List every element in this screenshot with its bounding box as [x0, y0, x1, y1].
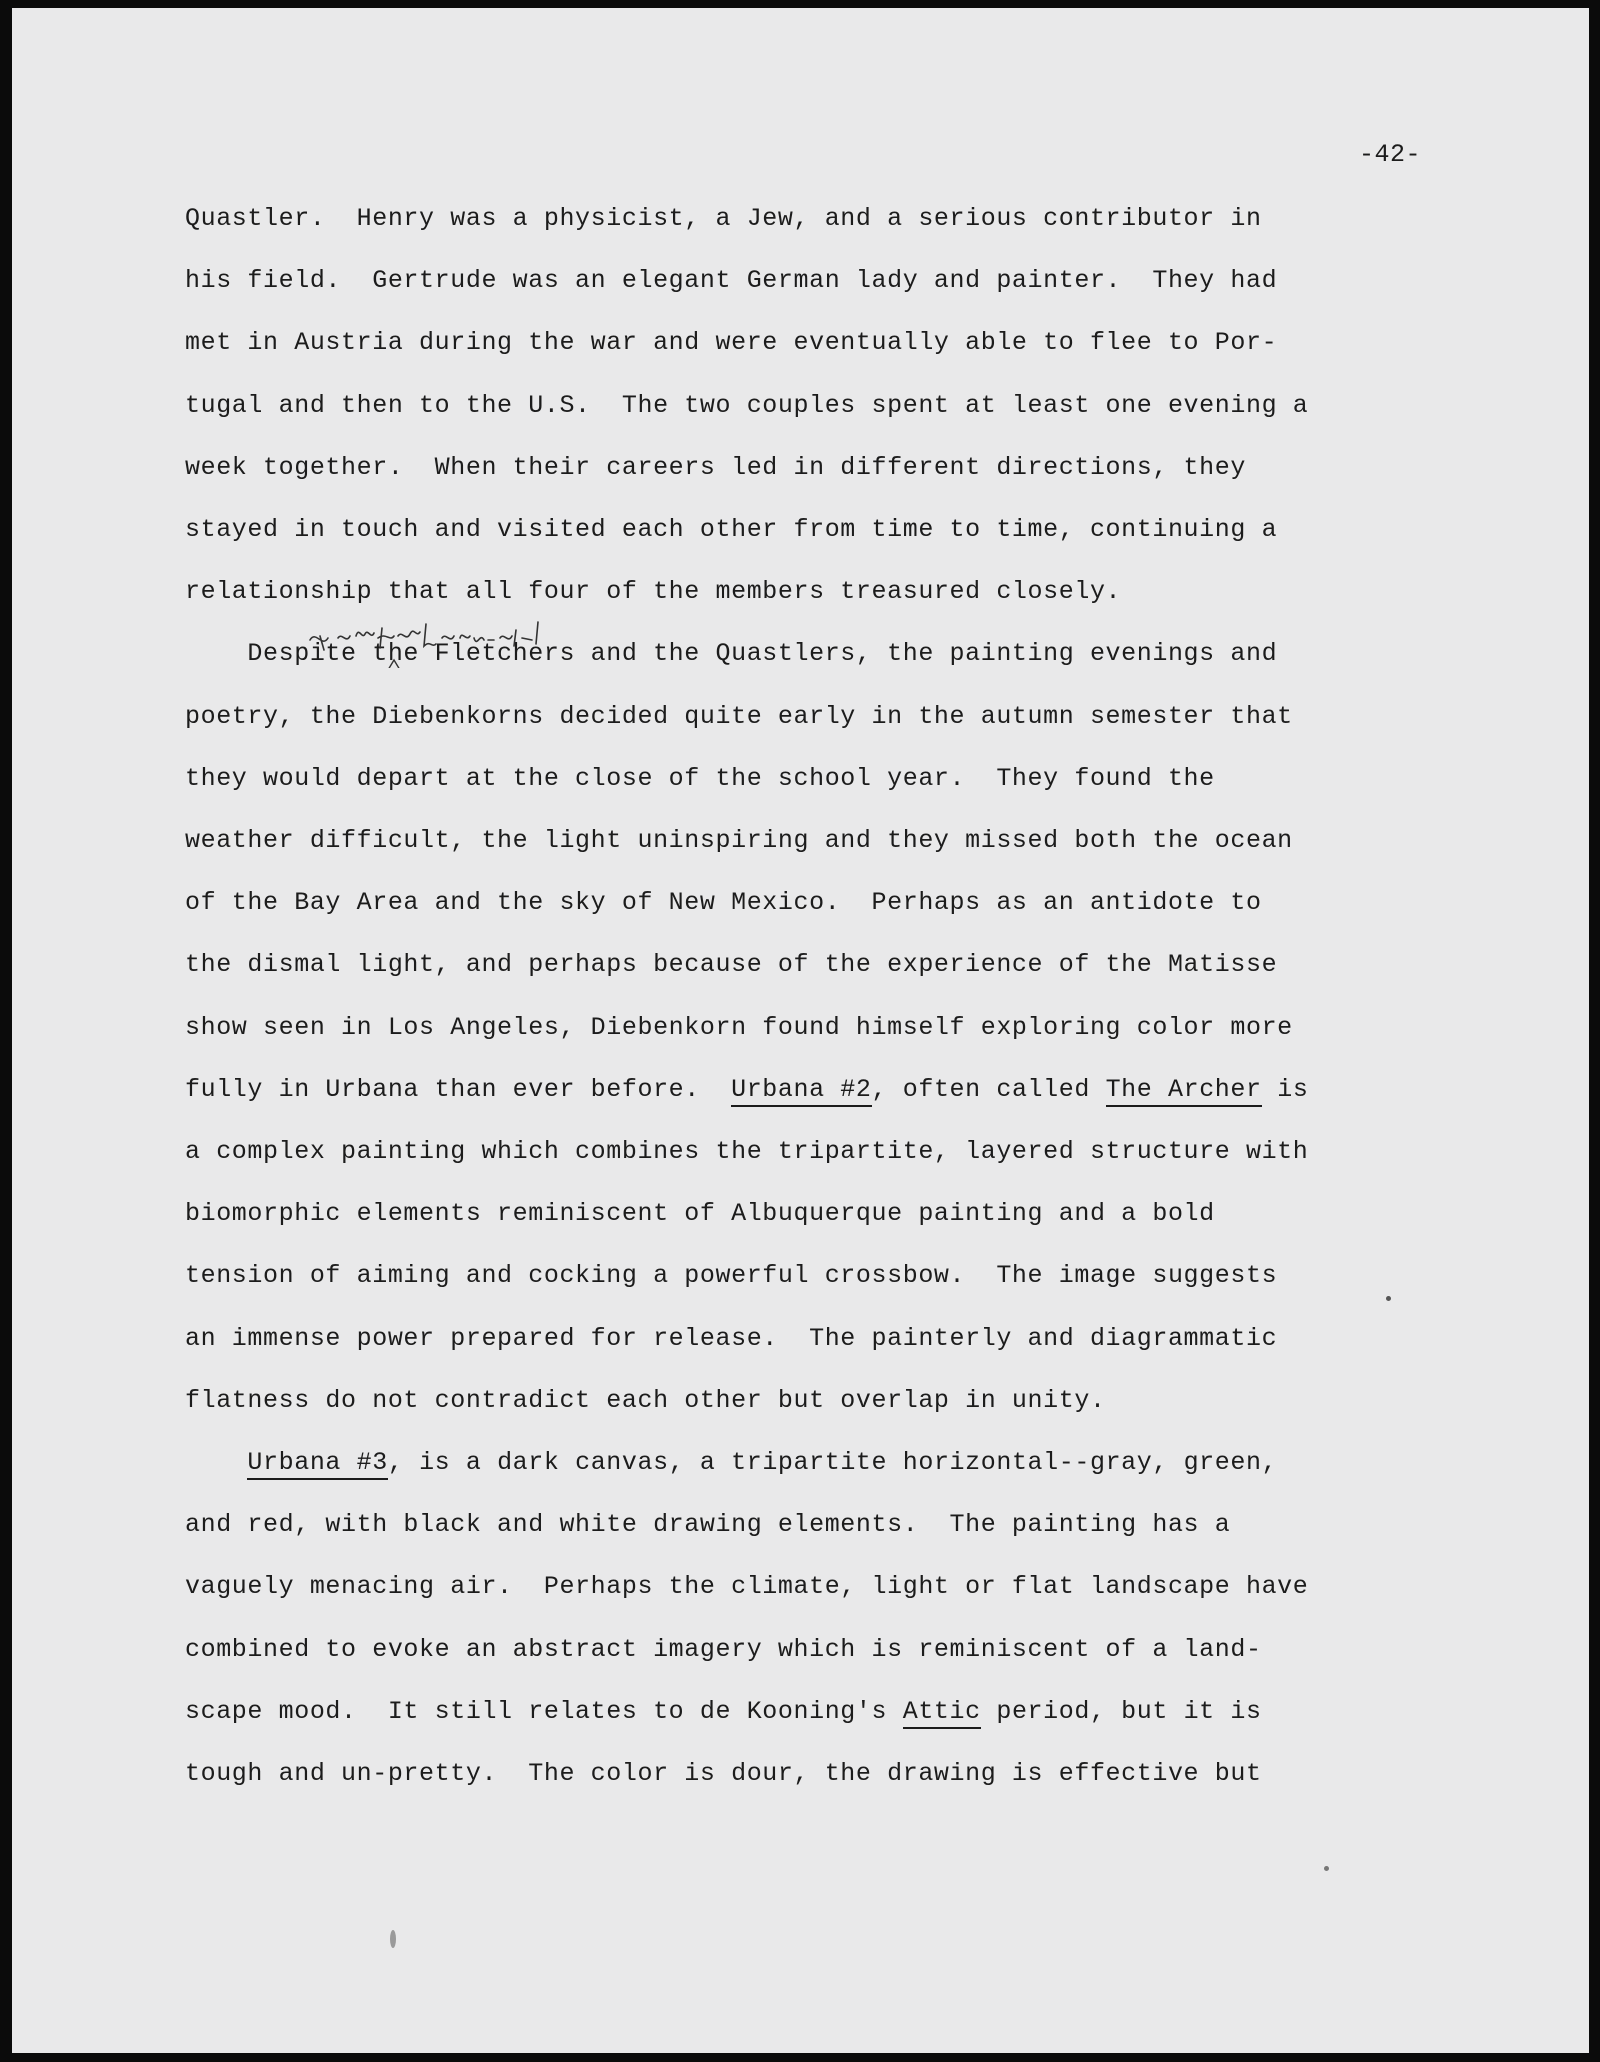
text-run: period, but it is: [980, 1696, 1262, 1726]
text-run: , often called: [871, 1074, 1106, 1104]
text-line: [185, 1386, 1106, 1416]
text-line: [185, 702, 1293, 732]
text-run: Quastler. Henry was a physicist, a Jew, and a serious contributor in: [185, 204, 1262, 233]
text-line: [185, 1199, 1215, 1229]
text-run: of the Bay Area and the sky of New Mexico. Perhaps as an antidote to: [185, 888, 1262, 918]
underlined-title: Attic: [903, 1697, 981, 1729]
text-run: weather difficult, the light uninspiring and they missed both the ocean: [185, 826, 1293, 855]
text-run: fully in Urbana than ever before.: [185, 1074, 732, 1104]
text-run: his field. Gertrude was an elegant German lady and painter. They had: [185, 266, 1278, 296]
underlined-title: The Archer: [1106, 1075, 1262, 1107]
text-run: the dismal light, and perhaps because of the experience of the Matisse: [185, 950, 1278, 980]
handwritten-annotation: [302, 608, 662, 668]
text-run: combined to evoke an abstract imagery which is reminiscent of a land-: [185, 1634, 1262, 1664]
text-line: [185, 453, 1246, 483]
text-line: [185, 1013, 1293, 1043]
text-run: , is a dark canvas, a tripartite horizontal--gray, green,: [387, 1448, 1278, 1477]
text-line: [185, 266, 1277, 296]
text-line: [185, 1572, 1308, 1602]
text-run: show seen in Los Angeles, Diebenkorn found himself exploring color more: [185, 1012, 1293, 1042]
text-line: [185, 1075, 1308, 1105]
text-line: [185, 1635, 1262, 1665]
text-line: [185, 515, 1277, 545]
text-line: [185, 391, 1308, 421]
scan-speck: [1386, 1296, 1391, 1301]
text-run: tension of aiming and cocking a powerful crossbow. The image suggests: [185, 1261, 1278, 1291]
text-line: [185, 1324, 1277, 1354]
text-line: [185, 764, 1215, 794]
text-run: met in Austria during the war and were eventually able to flee to Por-: [185, 328, 1278, 358]
text-line: [185, 1448, 1277, 1478]
text-run: biomorphic elements reminiscent of Albuquerque painting and a bold: [185, 1199, 1215, 1229]
scan-speck: [390, 1930, 396, 1948]
text-line: [185, 1697, 1262, 1727]
text-run: tugal and then to the U.S. The two couples spent at least one evening a: [185, 390, 1309, 420]
scan-speck: [1324, 1866, 1329, 1871]
text-run: relationship that all four of the members treasured closely.: [185, 577, 1122, 607]
text-line: [185, 204, 1262, 234]
text-line: [185, 950, 1277, 980]
document-page: [12, 8, 1589, 2053]
text-run: week together. When their careers led in different directions, they: [185, 452, 1246, 482]
text-run: stayed in touch and visited each other from time to time, continuing a: [185, 515, 1278, 544]
text-run: flatness do not contradict each other but overlap in unity.: [185, 1385, 1106, 1415]
text-line: [185, 328, 1277, 358]
text-run: they would depart at the close of the school year. They found the: [185, 763, 1215, 793]
text-line: [185, 888, 1262, 918]
text-run: vaguely menacing air. Perhaps the climate, light or flat landscape have: [185, 1572, 1309, 1602]
text-run: [185, 1448, 247, 1477]
text-run: scape mood. It still relates to de Kooning's: [185, 1696, 903, 1726]
text-run: Despite the Fletchers and the Quastlers, the painting evenings and: [185, 639, 1278, 669]
text-line: [185, 1759, 1262, 1789]
text-line: [185, 1137, 1308, 1167]
page-number: -42-: [1359, 140, 1422, 169]
text-run: poetry, the Diebenkorns decided quite early in the autumn semester that: [185, 701, 1293, 731]
underlined-title: Urbana #3: [247, 1448, 387, 1480]
text-line: [185, 826, 1293, 856]
text-run: a complex painting which combines the tripartite, layered structure with: [185, 1137, 1309, 1166]
text-line: [185, 1261, 1277, 1291]
text-line: [185, 577, 1121, 607]
underlined-title: Urbana #2: [731, 1075, 871, 1107]
text-run: an immense power prepared for release. The painterly and diagrammatic: [185, 1323, 1278, 1353]
text-run: is: [1261, 1074, 1309, 1104]
text-run: and red, with black and white drawing elements. The painting has a: [185, 1510, 1231, 1540]
text-run: tough and un-pretty. The color is dour, the drawing is effective but: [185, 1759, 1262, 1788]
text-line: [185, 1510, 1230, 1540]
